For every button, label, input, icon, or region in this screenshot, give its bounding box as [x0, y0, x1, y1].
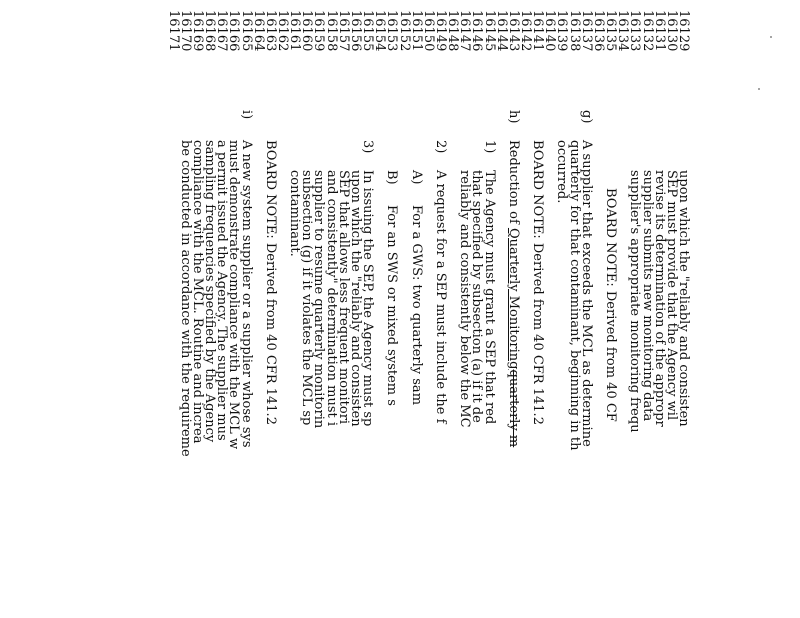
line-text: For a GWS: two quarterly sam [408, 205, 424, 406]
line-text: occurred. [554, 140, 570, 204]
line-text: upon which the "reliably and consisten [676, 170, 691, 427]
heading-underlined: Quarterly Monitoring [505, 227, 521, 370]
line-text: supplier's appropriate monitoring frequ [627, 170, 643, 433]
line-text: SEP that allows less frequent monitori [335, 170, 351, 425]
line-text: must demonstrate compliance with the MCL w [226, 140, 242, 450]
line-text: supplier submits new monitoring data [639, 170, 655, 422]
line-text: In issuing the SEP, the Agency must sp [360, 170, 376, 427]
line-text: The Agency must grant a SEP that red [481, 170, 497, 425]
heading-plain: Reduction of [505, 140, 521, 228]
line-text: upon which the "reliably and consisten [347, 170, 363, 427]
line-text: For an SWS or mixed system s [384, 205, 400, 406]
line-text: subsection (g) if it violates the MCL sp [299, 170, 315, 426]
line-text: and consistently" determination must i [323, 170, 339, 427]
line-text: A new system supplier or a supplier whose sys [238, 140, 254, 448]
heading-struck: quarterly m [505, 369, 521, 448]
line-text: A request for a SEP must include the f [433, 170, 448, 424]
line-text: quarterly for that contaminant, beginning in th [566, 140, 582, 451]
list-label: h) [505, 110, 521, 124]
line-text [506, 140, 520, 447]
line-text: that specified by subsection (a) if it de [469, 170, 485, 423]
line-text: BOARD NOTE: Derived from 40 CF [603, 188, 619, 422]
list-label: i) [238, 110, 254, 120]
line-text: BOARD NOTE: Derived from 40 CFR 141.2 [530, 140, 546, 425]
line-text: compliance with the MCL. Routine and increa [190, 140, 205, 444]
line-text: reliably and consistently below the MC [457, 170, 473, 428]
line-text: SEP must provide that the Agency wil [663, 170, 679, 421]
line-text: be conducted in accordance with the requireme [177, 140, 193, 457]
list-label: B) [384, 170, 400, 185]
list-label: g) [578, 110, 594, 124]
list-label: 2) [433, 140, 448, 154]
rotated-document-page: 16129 upon which the "reliably and consisten 16130 SEP must provide that the Agency wil 16131 revise its determination of the appropr 16132 supplier submits new monitoring data 16133 supplier's appropriate monitoring frequ 16134 16135 BOARD NOTE: Derived from 40 CF 16136 16137 g) A supplier that exceeds the MCL as determine 16138 quarterly for that contaminant, beginning in th 16139 occurred. 16140 16141 BOARD NOTE: Derived from 40 CFR 141.2 16142 16143 h) Reduction of Quarterly Monitoringquarterly m 16144 16145 1) The Agency must grant a SEP that red 16146 that specified by subsection (a) if it de 16147 reliably and consistently below the MC 16148 16149 2) A request for a SEP must include the f 16150 16151 A) For a GWS: two quarterly sam 16152 16153 B) For an SWS or mixed system s 16154 16155 3) In issuing the SEP, the Agency must sp 16156 upon which the "reliably and consisten 16157 SEP that allows less frequent monitori 16158 and consistently" determination must i 16159 supplier to resume quarterly monitorin 16160 subsection (g) if it violates the MCL sp 16161 contaminant. 16162 16163 BOARD NOTE: Derived from 40 CFR 141.2 16164 16165 i) A new system supplier or a supplier whose sys 16166 must demonstrate compliance with the MCL w 16167 a permit issued the Agency. The supplier mus 16168 sampling frequencies specified by the Agency 16169 compliance with the MCL. Routine and increa 16170 be conducted in accordance with the requireme 16171 [0, 0, 800, 618]
line-text: sampling frequencies specified by the Agency [202, 140, 218, 443]
line-text: a permit issued the Agency. The supplier mus [214, 140, 230, 441]
line-text: contaminant. [287, 170, 303, 257]
line-text: A supplier that exceeds the MCL as determine [578, 140, 594, 447]
list-label: A) [408, 170, 424, 185]
line-text: supplier to resume quarterly monitorin [311, 170, 327, 429]
list-label: 1) [481, 140, 497, 154]
line-text: revise its determination of the appropr [651, 170, 667, 427]
scan-speck [758, 88, 760, 90]
list-label: 3) [360, 140, 376, 154]
line-text: BOARD NOTE: Derived from 40 CFR 141.2 [262, 140, 278, 425]
scan-speck [770, 36, 772, 38]
